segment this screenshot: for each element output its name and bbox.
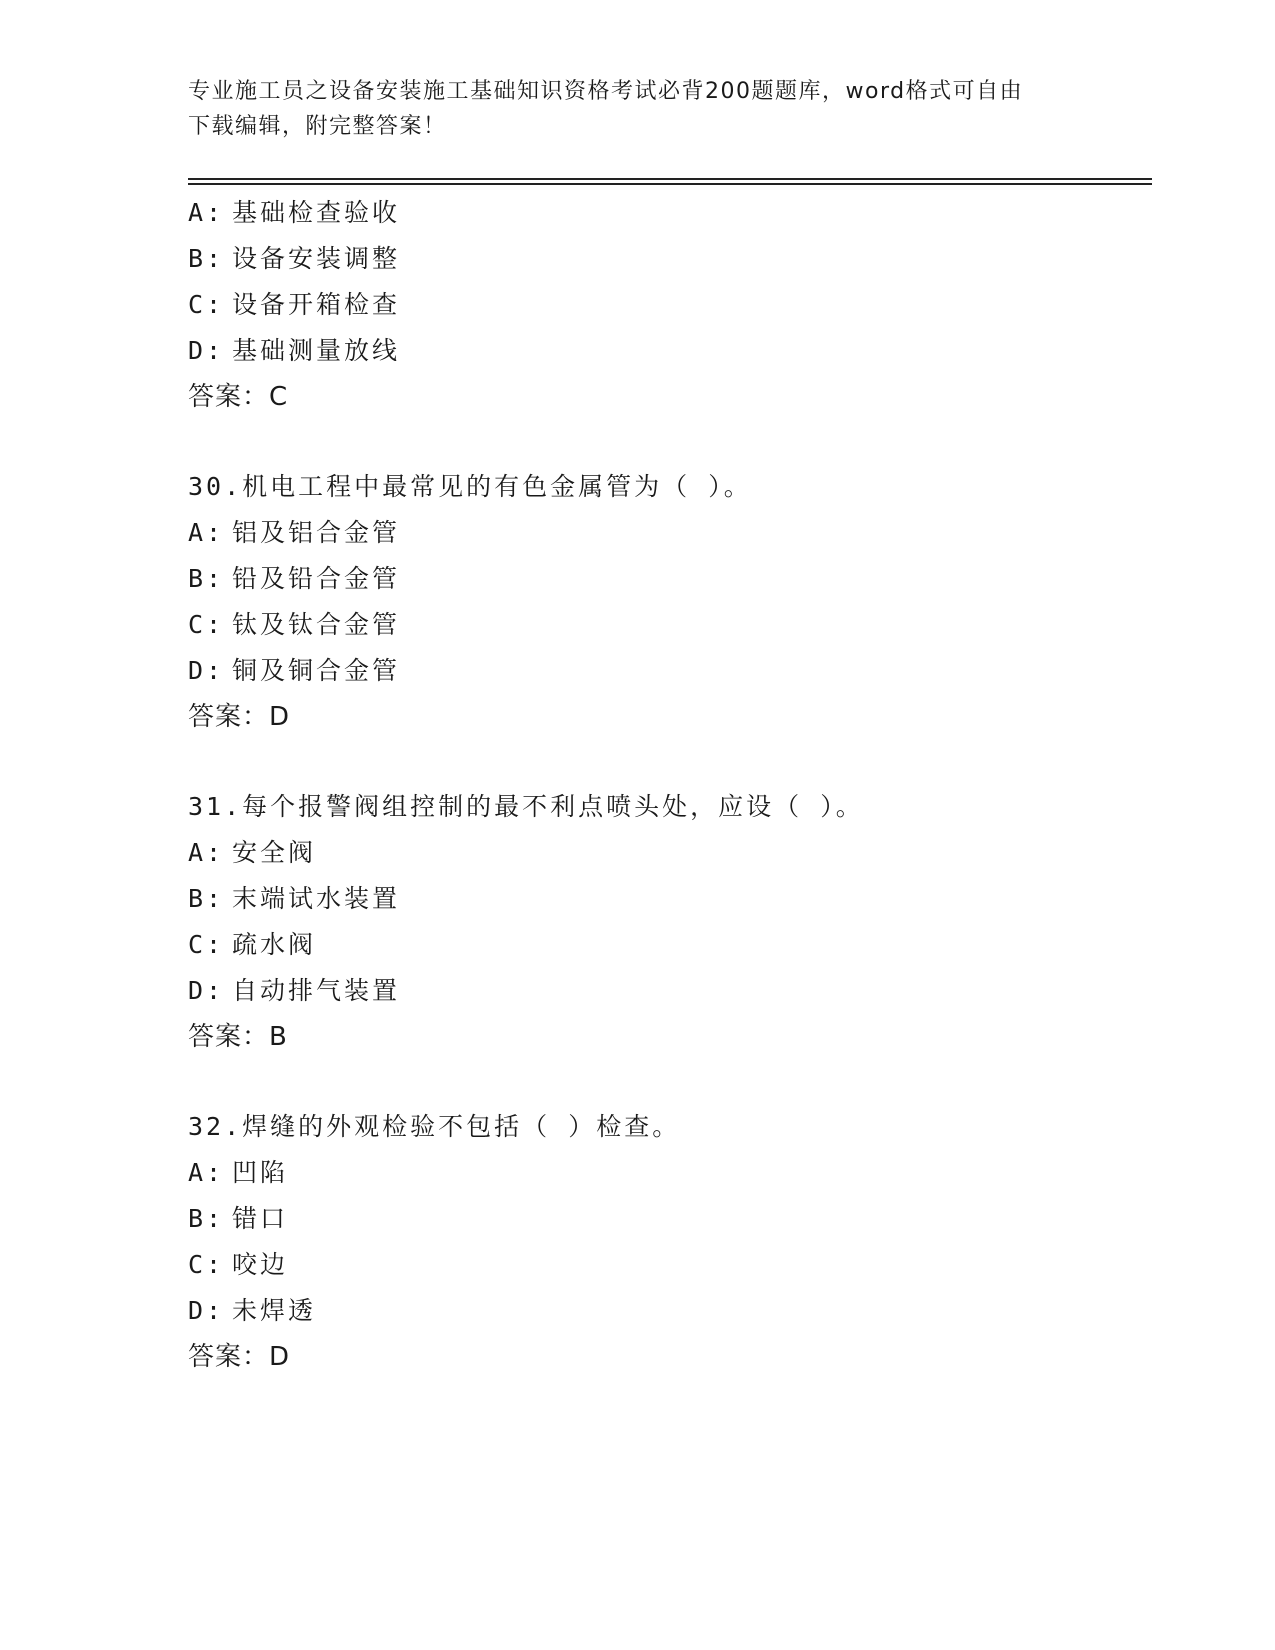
option-text: 铝及铝合金管	[232, 518, 401, 547]
option-text: 设备开箱检查	[232, 290, 401, 319]
option-label: C:	[188, 1250, 225, 1279]
header-line-1: 专业施工员之设备安装施工基础知识资格考试必背200题题库，word格式可自由	[188, 79, 1024, 104]
option-b	[188, 876, 1148, 922]
option-label: B:	[188, 564, 225, 593]
question-29	[188, 190, 1148, 420]
option-text: 设备安装调整	[232, 244, 401, 273]
option-d	[188, 648, 1148, 694]
option-c	[188, 922, 1148, 968]
header-rule-bottom	[188, 183, 1152, 185]
option-b	[188, 1196, 1148, 1242]
question-stem: 30.机电工程中最常见的有色金属管为（ ）。	[188, 472, 752, 501]
question-spacer	[188, 740, 1148, 784]
option-text: 末端试水装置	[232, 884, 401, 913]
document-header	[188, 74, 1078, 144]
answer: 答案：D	[188, 702, 291, 732]
option-text: 凹陷	[232, 1158, 289, 1187]
option-b	[188, 236, 1148, 282]
header-line-2: 下载编辑，附完整答案！	[188, 114, 447, 139]
question-spacer	[188, 1060, 1148, 1104]
option-label: D:	[188, 336, 225, 365]
option-label: C:	[188, 290, 225, 319]
option-c	[188, 1242, 1148, 1288]
option-text: 错口	[232, 1204, 289, 1233]
option-a	[188, 510, 1148, 556]
option-text: 咬边	[232, 1250, 289, 1279]
option-d	[188, 328, 1148, 374]
option-text: 钛及钛合金管	[232, 610, 401, 639]
option-label: B:	[188, 884, 225, 913]
answer: 答案：D	[188, 1342, 291, 1372]
option-text: 未焊透	[232, 1296, 317, 1325]
option-label: A:	[188, 838, 225, 867]
option-a	[188, 190, 1148, 236]
option-c	[188, 282, 1148, 328]
option-d	[188, 1288, 1148, 1334]
question-list	[188, 190, 1148, 1380]
option-d	[188, 968, 1148, 1014]
option-text: 铅及铅合金管	[232, 564, 401, 593]
option-text: 自动排气装置	[232, 976, 401, 1005]
option-a	[188, 830, 1148, 876]
question-32	[188, 1104, 1148, 1380]
option-c	[188, 602, 1148, 648]
option-label: B:	[188, 244, 225, 273]
question-stem: 31.每个报警阀组控制的最不利点喷头处，应设（ ）。	[188, 792, 864, 821]
option-label: D:	[188, 976, 225, 1005]
option-label: D:	[188, 656, 225, 685]
answer: 答案：C	[188, 382, 289, 412]
question-stem: 32.焊缝的外观检验不包括（ ）检查。	[188, 1112, 681, 1141]
question-30	[188, 464, 1148, 740]
option-label: B:	[188, 1204, 225, 1233]
option-a	[188, 1150, 1148, 1196]
option-b	[188, 556, 1148, 602]
option-label: C:	[188, 610, 225, 639]
question-31	[188, 784, 1148, 1060]
option-text: 基础检查验收	[232, 198, 401, 227]
option-label: D:	[188, 1296, 225, 1325]
option-label: C:	[188, 930, 225, 959]
option-text: 基础测量放线	[232, 336, 401, 365]
answer: 答案：B	[188, 1022, 288, 1052]
option-label: A:	[188, 198, 225, 227]
option-text: 安全阀	[232, 838, 317, 867]
option-text: 疏水阀	[232, 930, 317, 959]
option-text: 铜及铜合金管	[232, 656, 401, 685]
option-label: A:	[188, 518, 225, 547]
question-spacer	[188, 420, 1148, 464]
option-label: A:	[188, 1158, 225, 1187]
header-rule-top	[188, 178, 1152, 180]
